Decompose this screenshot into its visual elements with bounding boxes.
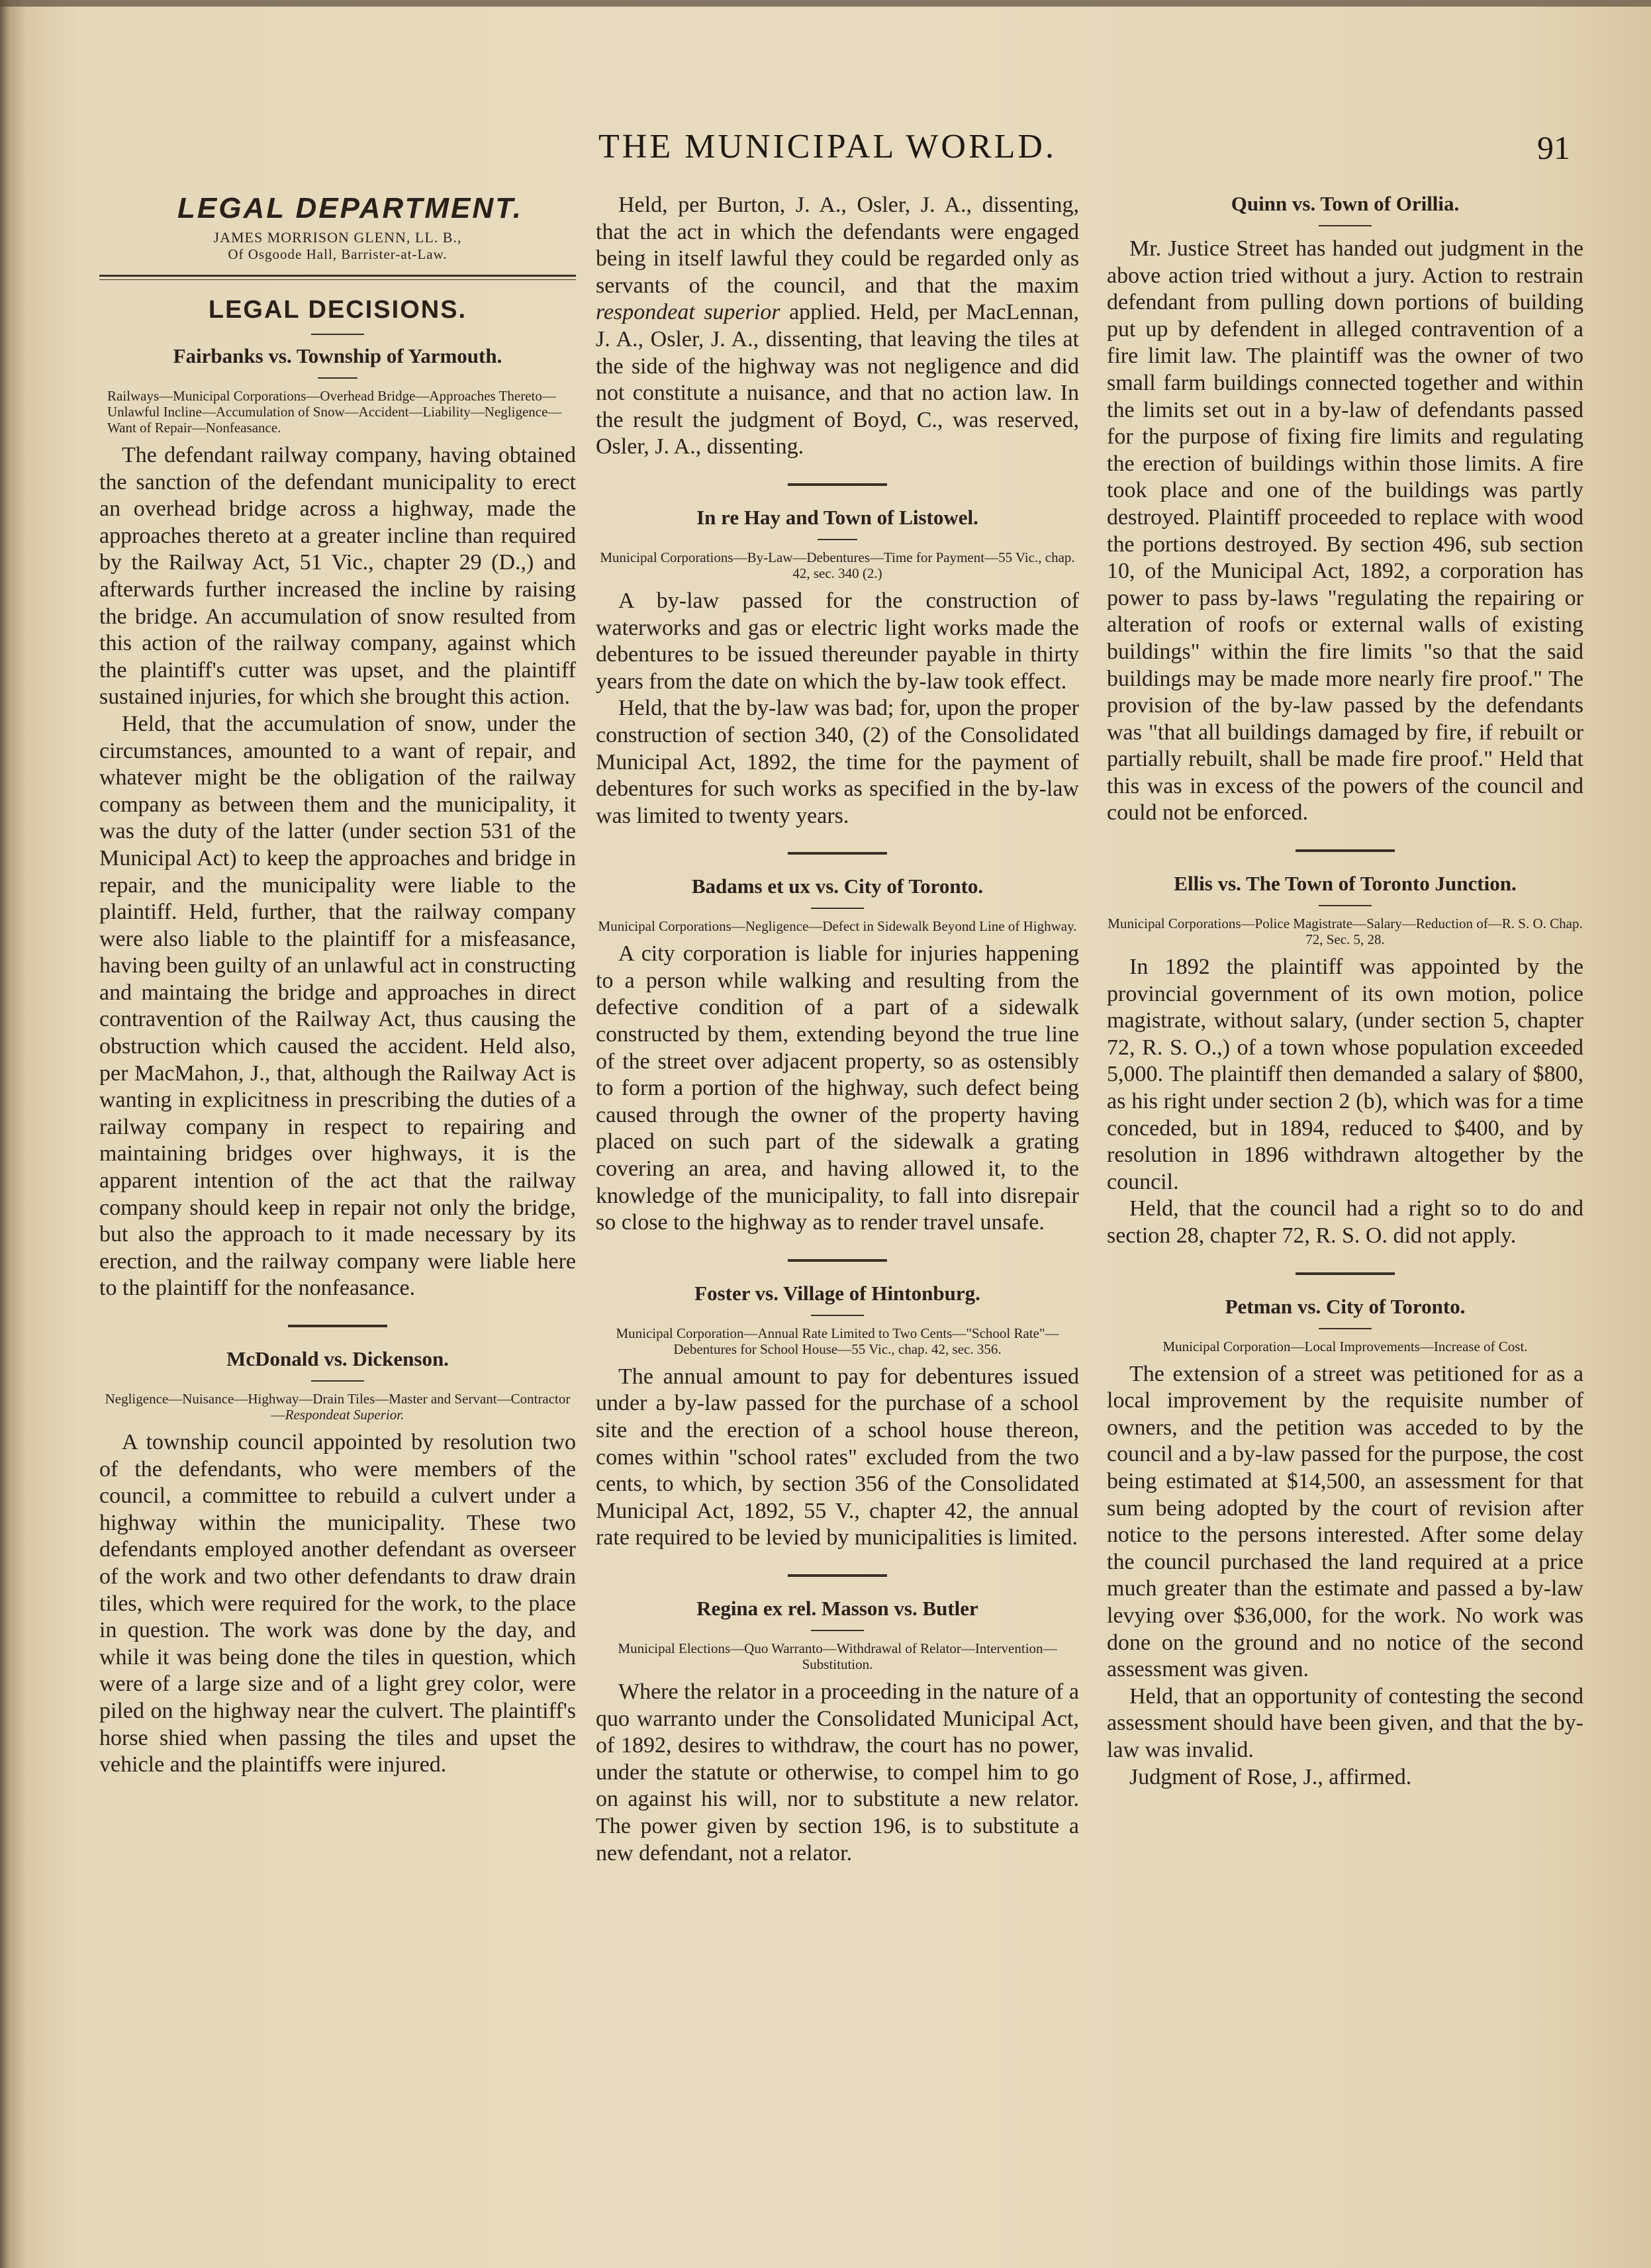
divider bbox=[811, 1630, 864, 1631]
spacer bbox=[596, 1357, 1079, 1364]
headnote-foster: Municipal Corporation—Annual Rate Limited to Two Cents—"School Rate"—Debentures for School House—55 Vic., chap. 42, sec. 356. bbox=[616, 1325, 1059, 1357]
paragraph: Held, that the council had a right so to do and section 28, chapter 72, R. S. O. did not apply. bbox=[1107, 1196, 1583, 1248]
spacer bbox=[596, 581, 1079, 588]
divider bbox=[311, 1380, 364, 1382]
divider bbox=[1319, 225, 1372, 226]
paragraph: Held, that the accumulation of snow, under the circumstances, amounted to a want of repair, and whatever might be the obligation of the railway company as between them and the municipality, it was the duty of the latter (under section 531 of the Municipal Act) to keep the approaches and bridge in repair, and the municipality were liable to the plaintiff. Held, further, that the railway company were also liable to the plaintiff for a misfeasance, having been guilty of an unlawful act in constructing and maintaing the bridge and approaches in direct contravention of the Railway Act, thus causing the obstruction which caused the accident. Held also, per MacMahon, J., that, although the Railway Act is wanting in explicitness in prescribing the duties of a railway company in respect to repairing and maintaining bridges over highways, it is the apparent intention of the act that the railway company should keep in repair not only the bridge, but also the approach to it made necessary by its erection, and the railway company were liable here to the plaintiff for the nonfeasance. bbox=[99, 711, 576, 1301]
case-title-mcdonald: McDonald vs. Dickenson. bbox=[226, 1347, 449, 1370]
headnote-maxim: Respondeat Superior. bbox=[285, 1407, 404, 1423]
case-title-fairbanks: Fairbanks vs. Township of Yarmouth. bbox=[173, 344, 502, 367]
case-title-badams: Badams et ux vs. City of Toronto. bbox=[691, 874, 984, 898]
divider bbox=[1319, 905, 1372, 906]
paragraph: The extension of a street was petitioned for as a local improvement by the requisite number of owners, and the petition was acceded to by the council and a by-law passed for the purpose, the cost being estimated at $14,500, an assessment for that sum being adopted by the court of revision after notice to the persons interested. After some delay the council purchased the land required at a price much greater than the estimate and passed a by-law levying over $36,000, for the work. No work was done on the ground and no notice of the second assessment was given. bbox=[1107, 1361, 1583, 1682]
headnote-hay: Municipal Corporations—By-Law—Debentures—Time for Payment—55 Vic., chap. 42, sec. 340 (2.) bbox=[600, 549, 1075, 581]
column-1 bbox=[99, 192, 576, 1779]
paragraph-text: Held, per Burton, J. A., Osler, J. A., dissenting, that the act in which the defendants were engaged being in itself lawful they could be regarded only as servants of the council, and that the maxim bbox=[596, 193, 1079, 298]
spacer bbox=[99, 1423, 576, 1429]
spacer bbox=[596, 1672, 1079, 1679]
spacer bbox=[1107, 1354, 1583, 1361]
page-number: 91 bbox=[1537, 129, 1570, 166]
double-rule bbox=[99, 275, 576, 280]
headnote-regina: Municipal Elections—Quo Warranto—Withdrawal of Relator—Intervention—Substitution. bbox=[618, 1640, 1057, 1672]
editor-detail: Of Osgoode Hall, Barrister-at-Law. bbox=[228, 246, 448, 262]
case-title-foster: Foster vs. Village of Hintonburg. bbox=[694, 1281, 980, 1305]
divider bbox=[811, 1315, 864, 1316]
divider bbox=[788, 483, 887, 486]
column-3 bbox=[1107, 192, 1583, 1791]
case-title-hay: In re Hay and Town of Listowel. bbox=[696, 505, 978, 529]
divider bbox=[311, 334, 364, 335]
paragraph: A township council appointed by resolution two of the defendants, who were members of the council, a committee to rebuild a culvert under a highway within the municipality. These two defendants employed another defendant as overseer of the work and two other defendants to draw drain tiles, which were required for the work, to the place in question. The work was done by the day, and while it was being done the tiles in question, which were of a large size and of a light grey color, were piled on the highway near the culvert. The plaintiff's horse shied when passing the tiles and upset the vehicle and the plaintiffs were injured. bbox=[99, 1430, 576, 1777]
page-edge-shadow bbox=[0, 0, 1651, 7]
paragraph: The annual amount to pay for debentures issued under a by-law passed for the purchase of a school site and the erection of a school house thereon, comes within "school rates" excluded from the two cents, to which, by section 356 of the Consolidated Municipal Act, 1892, 55 V., chapter 42, the annual rate required to be levied by municipalities is limited. bbox=[596, 1364, 1079, 1550]
paragraph: Held, that the by-law was bad; for, upon the proper construction of section 340, (2) of the Consolidated Municipal Act, 1892, the time for the payment of debentures for such works as specified in the by-law was limited to twenty years. bbox=[596, 696, 1079, 828]
divider bbox=[318, 377, 357, 379]
headnote-badams: Municipal Corporations—Negligence—Defect in Sidewalk Beyond Line of Highway. bbox=[598, 918, 1077, 935]
column-2 bbox=[596, 192, 1079, 1867]
divider bbox=[788, 1259, 887, 1262]
divider bbox=[1319, 1328, 1372, 1329]
case-title-regina: Regina ex rel. Masson vs. Butler bbox=[696, 1596, 978, 1620]
paragraph: In 1892 the plaintiff was appointed by the provincial government of its own motion, police magistrate, without salary, (under section 5, chapter 72, R. S. O.,) of a town whose population exceeded 5,000. The plaintiff then demanded a salary of $800, as his right under section 2 (b), which was for a time conceded, but in 1894, reduced to $400, and by resolution in 1896 withdrawn altogether by the council. bbox=[1107, 955, 1583, 1194]
paragraph: Judgment of Rose, J., affirmed. bbox=[1129, 1764, 1412, 1789]
spacer bbox=[596, 934, 1079, 941]
case-title-petman: Petman vs. City of Toronto. bbox=[1225, 1294, 1466, 1318]
paragraph: A city corporation is liable for injuries happening to a person while walking and resulting from the defective condition of a part of a sidewalk constructed by them, extending beyond the true line of the street over adjacent property, so as ostensibly to form a portion of the highway, such defect being caused through the owner of the property having placed on such part of the sidewalk a grating covering an area, and having allowed it, to the knowledge of the municipality, to fall into disrepair so close to the highway as to render travel unsafe. bbox=[596, 941, 1079, 1235]
department-title: LEGAL DEPARTMENT. bbox=[177, 192, 523, 224]
paragraph-text: applied. Held, per MacLennan, J. A., Osler, J. A., dissenting, that leaving the tiles at the side of the highway was not negligence and did not constitute a nuisance, and that no action law. In the result the judgment of Boyd, C., was reserved, Osler, J. A., dissenting. bbox=[596, 300, 1079, 459]
headnote-fairbanks: Railways—Municipal Corporations—Overhead Bridge—Approaches Thereto—Unlawful Incline—Accumulation of Snow—Accident—Liability—Negligence—Want of Repair—Nonfeasance. bbox=[107, 388, 562, 436]
divider bbox=[811, 908, 864, 909]
headnote-text: Negligence—Nuisance—Highway—Drain Tiles—Master and Servant—Contractor— bbox=[105, 1391, 571, 1423]
case-title-quinn: Quinn vs. Town of Orillia. bbox=[1231, 192, 1460, 215]
divider bbox=[1296, 1272, 1395, 1275]
section-title: LEGAL DECISIONS. bbox=[208, 296, 467, 324]
divider bbox=[818, 539, 857, 540]
spacer bbox=[99, 436, 576, 442]
editor-name: JAMES MORRISON GLENN, LL. B., bbox=[213, 229, 462, 246]
paragraph: Held, that an opportunity of contesting the second assessment should have been given, and that the by-law was invalid. bbox=[1107, 1683, 1583, 1762]
headnote-petman: Municipal Corporation—Local Improvements—Increase of Cost. bbox=[1162, 1338, 1528, 1354]
paragraph: The defendant railway company, having obtained the sanction of the defendant municipality to erect an overhead bridge across a highway, made the approaches thereto at a greater incline than required by the Railway Act, 51 Vic., chapter 29 (D.,) and afterwards further increased the incline by raising the bridge. An accumulation of snow resulted from this action of the railway company, against which the plaintiff's cutter was upset, and the plaintiff sustained injuries, for which she brought this action. bbox=[99, 443, 576, 710]
case-title-ellis: Ellis vs. The Town of Toronto Junction. bbox=[1174, 872, 1517, 896]
paragraph: Mr. Justice Street has handed out judgment in the above action tried without a jury. Action to restrain defendant from pulling down portions of building put up by defendent in alleged contravention of a fire limit law. The plaintiff was the owner of two small farm buildings connected together and within the limits set out in a by-law of defendants passed for the purpose of fixing fire limits and regulating the erection of buildings within those limits. A fire took place and one of the buildings was partly destroyed. Plaintiff proceeded to replace with wood the portions destroyed. By section 496, sub section 10, of the Municipal Act, 1892, a corporation has power to pass by-laws "regulating the repairing or alteration of roofs or external walls of existing buildings" within the fire limits "so that the said buildings may be made more nearly fire proof." The provision of the by-law passed by the defendants was "that all buildings damaged by fire, if rebuilt or partially rebuilt, shall be made fire proof." Held that this was in excess of the powers of the council and could not be enforced. bbox=[1107, 236, 1583, 826]
headnote-mcdonald bbox=[99, 1391, 576, 1423]
divider bbox=[788, 1574, 887, 1577]
headnote-ellis: Municipal Corporations—Police Magistrate—Salary—Reduction of—R. S. O. Chap. 72, Sec. 5, 28. bbox=[1108, 916, 1583, 948]
paragraph: A by-law passed for the construction of waterworks and gas or electric light works made the debentures to be issued thereunder payable in thirty years from the date on which the by-law took effect. bbox=[596, 588, 1079, 694]
paragraph bbox=[596, 192, 1079, 461]
divider bbox=[1296, 849, 1395, 852]
paragraph: Where the relator in a proceeding in the nature of a quo warranto under the Consolidated Municipal Act, of 1892, desires to withdraw, the court has no power, under the statute or otherwise, to compel him to go on against his will, nor to substitute a new relator. The power given by section 196, is to substitute a new defendant, not a relator. bbox=[596, 1679, 1079, 1866]
spacer bbox=[1107, 947, 1583, 954]
maxim-text: respondeat superior bbox=[596, 300, 780, 325]
running-head: THE MUNICIPAL WORLD. bbox=[598, 128, 1057, 165]
divider bbox=[788, 852, 887, 855]
divider bbox=[288, 1325, 387, 1327]
